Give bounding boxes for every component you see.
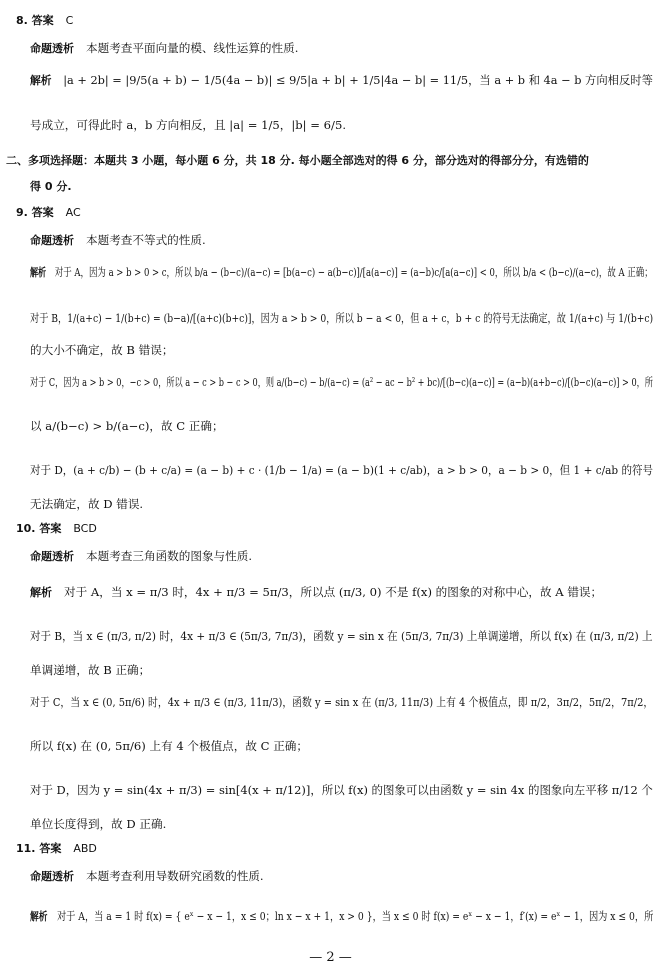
line-text: 对于 D，(a + c/b) − (b + c/a) = (a − b) + c · (1/b − 1/a) = (a − b)(1 + c/ab)，a > b > 0，a − b > 0，但 1 + c/ab 的符号 [30, 463, 654, 477]
analysis-continuation [30, 342, 173, 358]
analysis-continuation [30, 662, 150, 678]
analysis-continuation [30, 782, 653, 798]
answer-line [16, 520, 97, 537]
answer-line [16, 12, 73, 29]
analysis-continuation [30, 816, 166, 832]
line-text: 单位长度得到，故 D 正确. [30, 817, 167, 831]
answer-line [16, 204, 81, 221]
analysis-line [30, 264, 653, 281]
line-head: 命题透析 [30, 550, 74, 563]
page-number: — 2 — [309, 950, 352, 965]
line-text: 对于 A，当 x = π/3 时，4x + π/3 = 5π/3，所以点 (π/3, 0) 不是 f(x) 的图象的对称中心，故 A 错误； [64, 585, 603, 599]
line-text: 号成立，可得此时 a，b 方向相反，且 |a| = 1/5，|b| = 6/5. [30, 118, 347, 132]
topic-line [30, 868, 264, 885]
line-text: 对于 D，因为 y = sin(4x + π/3) = sin[4(x + π/12)]，所以 f(x) 的图象可以由函数 y = sin 4x 的图象向左平移 π/12 个 [30, 783, 653, 797]
analysis-continuation [30, 418, 224, 434]
answer-label: 11. 答案 [16, 842, 62, 855]
line-head: 解析 [30, 74, 52, 87]
line-head: 命题透析 [30, 234, 74, 247]
analysis-line [30, 72, 653, 89]
topic-line [30, 548, 252, 565]
line-text: 所以 f(x) 在 (0, 5π/6) 上有 4 个极值点，故 C 正确； [30, 739, 308, 753]
section-text: 二、多项选择题：本题共 3 小题，每小题 6 分，共 18 分. 每小题全部选对的得 6 分，部分选对的得部分分，有选错的 [6, 154, 589, 167]
line-text: 的大小不确定，故 B 错误； [30, 343, 174, 357]
line-text: 对于 C，因为 a > b > 0，−c > 0，所以 a − c > b − c > 0，则 a/(b−c) − b/(a−c) = (a² − ac − b² + bc)/[(b−c)(a−c)] = (a−b)(a+b−c)/[(b−c)(a−c)] > 0，所 [30, 375, 653, 389]
line-head: 命题透析 [30, 870, 74, 883]
line-text: 单调递增，故 B 正确； [30, 663, 151, 677]
line-text: 本题考查不等式的性质. [86, 233, 206, 247]
answer-value: AC [65, 206, 81, 219]
answer-label: 10. 答案 [16, 522, 62, 535]
analysis-continuation [30, 117, 346, 133]
line-head: 解析 [30, 910, 48, 923]
answer-label: 9. 答案 [16, 206, 54, 219]
analysis-continuation [30, 694, 653, 710]
line-text: 对于 A，当 a = 1 时 f(x) = { eˣ − x − 1，x ≤ 0；ln x − x + 1，x > 0 }，当 x ≤ 0 时 f(x) = eˣ − x − 1，f′(x) = eˣ − 1，因为 x ≤ 0，所 [56, 909, 654, 923]
line-text: 对于 B，当 x ∈ (π/3, π/2) 时，4x + π/3 ∈ (5π/3, 7π/3)，函数 y = sin x 在 (5π/3, 7π/3) 上单调递增，所以 f(x) 在 (π/3, π/2) 上 [30, 629, 653, 643]
line-text: 对于 A，因为 a > b > 0 > c，所以 b/a − (b−c)/(a−c) = [b(a−c) − a(b−c)]/[a(a−c)] = (a−b)c/[a(a−c)] < 0，所以 b/a < (b−c)/(a−c)，故 A 正确； [54, 265, 653, 279]
answer-line [16, 840, 97, 857]
line-text: 本题考查平面向量的模、线性运算的性质. [86, 41, 299, 55]
analysis-continuation [30, 496, 143, 512]
line-head: 解析 [30, 266, 47, 279]
section-heading [6, 152, 589, 169]
topic-line [30, 40, 298, 57]
line-text: 对于 B，1/(a+c) − 1/(b+c) = (b−a)/[(a+c)(b+c)]，因为 a > b > 0，所以 b − a < 0，但 a + c，b + c 的符号无法确定，故 1/(a+c) 与 1/(b+c) [30, 311, 654, 325]
analysis-continuation [30, 738, 308, 754]
line-text: 本题考查三角函数的图象与性质. [86, 549, 252, 563]
answer-value: ABD [73, 842, 97, 855]
analysis-continuation [30, 374, 653, 390]
line-text: 本题考查利用导数研究函数的性质. [86, 869, 264, 883]
line-head: 命题透析 [30, 42, 74, 55]
section-text: 得 0 分. [30, 180, 72, 193]
analysis-line [30, 584, 602, 601]
line-text: 无法确定，故 D 错误. [30, 497, 144, 511]
analysis-continuation [30, 310, 653, 326]
answer-value: C [65, 14, 74, 27]
analysis-line [30, 908, 653, 925]
topic-line [30, 232, 206, 249]
answer-value: BCD [73, 522, 97, 535]
line-head: 解析 [30, 586, 52, 599]
line-text: 以 a/(b−c) > b/(a−c)，故 C 正确； [30, 419, 224, 433]
line-text: 对于 C，当 x ∈ (0, 5π/6) 时，4x + π/3 ∈ (π/3, 11π/3)，函数 y = sin x 在 (π/3, 11π/3) 上有 4 个极值点，即 π/2，3π/2，5π/2，7π/2， [30, 695, 654, 709]
answer-label: 8. 答案 [16, 14, 54, 27]
analysis-continuation [30, 628, 653, 644]
section-heading-continuation [30, 178, 72, 195]
analysis-continuation [30, 462, 653, 478]
line-text: |a + 2b| = |9/5(a + b) − 1/5(4a − b)| ≤ 9/5|a + b| + 1/5|4a − b| = 11/5，当 a + b 和 4a − b 方向相反时等 [63, 73, 653, 87]
